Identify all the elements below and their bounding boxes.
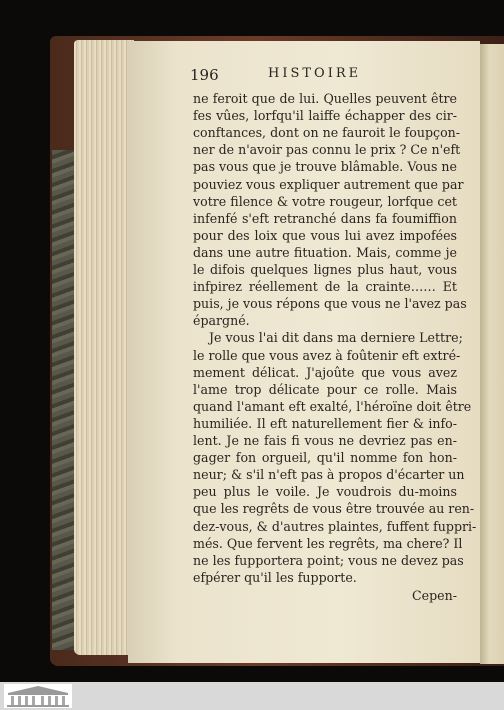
viewer-footer-bar [0, 682, 504, 710]
text-line: més. Que fervent les regrêts, ma chere? Il [193, 535, 463, 551]
text-line: que les regrêts de vous être trouvée au ren- [193, 501, 475, 517]
page-header [190, 66, 460, 86]
text-line: infpirez réellement de la crainte…… Et [193, 279, 457, 295]
text-line: Je vous l'ai dit dans ma derniere Lettre; [209, 330, 463, 346]
text-line: le rolle que vous avez à foûtenir eft extré- [193, 347, 461, 363]
text-line: fes vûes, lorfqu'il laiffe échapper des cir- [193, 108, 457, 124]
text-line: le difois quelques lignes plus haut, vous [193, 262, 457, 277]
text-line: lent. Je ne fais fi vous ne devriez pas en- [193, 433, 457, 448]
running-head: HISTOIRE [268, 66, 362, 81]
text-line: mement délicat. J'ajoûte que vous avez [193, 364, 457, 380]
text-line: neur; & s'il n'eft pas à propos d'écarter un [193, 467, 465, 483]
text-line: peu plus le voile. Je voudrois du-moins [193, 484, 457, 500]
text-line: pouviez vous expliquer autrement que par [193, 176, 464, 192]
text-line: votre filence & votre rougeur, lorfque cet [193, 193, 457, 209]
library-building-icon [4, 684, 72, 708]
text-line: quand l'amant eft exalté, l'héroïne doit être [193, 398, 472, 414]
text-line: pas vous que je trouve blâmable. Vous ne [193, 159, 457, 175]
page-number: 196 [190, 66, 219, 84]
text-line: gager fon orgueil, qu'il nomme fon hon- [193, 450, 457, 466]
facing-page-edge [480, 44, 504, 664]
text-line: ne les fupportera point; vous ne devez pas [193, 552, 464, 568]
text-line: ne feroit que de lui. Quelles peuvent être [193, 91, 457, 106]
text-line: infenfé s'eft retranché dans fa foumiffion [193, 210, 457, 226]
text-line: humiliée. Il eft naturellement fier & info- [193, 415, 457, 431]
text-line: efpérer qu'il les fupporte. [193, 569, 357, 585]
page-edges [74, 40, 134, 655]
text-line: dans une autre fituation. Mais, comme je [193, 244, 457, 260]
text-line: l'ame trop délicate pour ce rolle. Mais [193, 381, 457, 397]
text-line: pour des loix que vous lui avez impofées [193, 227, 457, 243]
text-line: épargné. [193, 313, 250, 329]
catchword: Cepen- [412, 587, 457, 603]
text-line: dez-vous, & d'autres plaintes, fuffent fuppri- [193, 518, 477, 534]
text-line: puis, je vous répons que vous ne l'avez pas [193, 296, 467, 312]
text-line: conftances, dont on ne fauroit le foupçon- [193, 125, 461, 141]
text-line: ner de n'avoir pas connu le prix ? Ce n'eft [193, 142, 461, 158]
